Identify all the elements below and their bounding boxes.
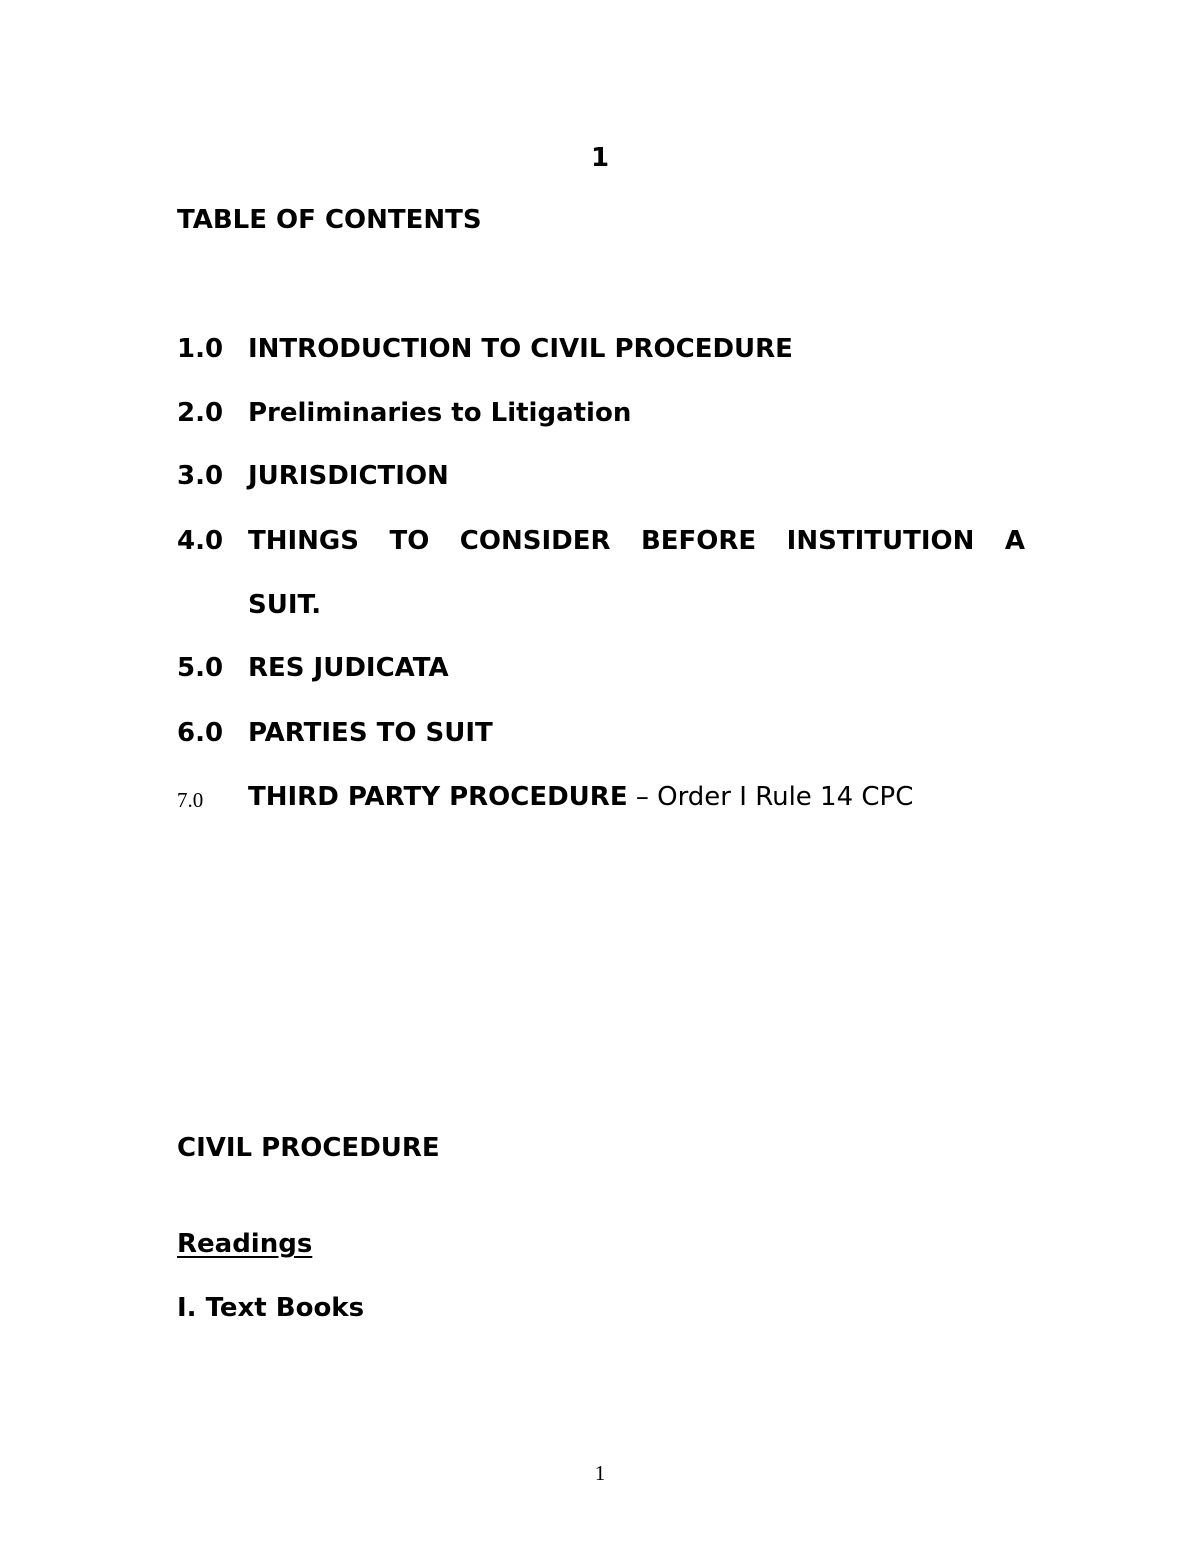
toc-entry-word: CONSIDER bbox=[459, 526, 611, 556]
toc-entry-continuation: SUIT. bbox=[248, 590, 322, 620]
page-number-footer: 1 bbox=[594, 1461, 606, 1485]
toc-entry-word: BEFORE bbox=[640, 526, 757, 556]
toc-entry-text-normal: – Order I Rule 14 CPC bbox=[627, 782, 914, 812]
toc-entry-number: 2.0 bbox=[177, 398, 224, 428]
section-title: CIVIL PROCEDURE bbox=[177, 1133, 440, 1163]
textbooks-heading: I. Text Books bbox=[177, 1293, 365, 1323]
toc-entry-number: 5.0 bbox=[177, 653, 224, 683]
toc-entry-number: 1.0 bbox=[177, 334, 224, 364]
toc-entry-text: INTRODUCTION TO CIVIL PROCEDURE bbox=[248, 334, 793, 364]
toc-entry-text: JURISDICTION bbox=[248, 461, 449, 491]
toc-entry-text: Preliminaries to Litigation bbox=[248, 398, 632, 428]
toc-entry-text bbox=[248, 781, 1025, 813]
toc-entry-number: 3.0 bbox=[177, 461, 224, 491]
toc-entry-word: TO bbox=[389, 526, 430, 556]
toc-entry-word: A bbox=[1004, 526, 1025, 556]
toc-entry-text: PARTIES TO SUIT bbox=[248, 718, 493, 748]
toc-entry-number: 4.0 bbox=[177, 526, 224, 556]
toc-entry-text-bold: THIRD PARTY PROCEDURE bbox=[248, 782, 628, 812]
toc-entry-text: RES JUDICATA bbox=[248, 653, 449, 683]
toc-title: TABLE OF CONTENTS bbox=[177, 205, 482, 235]
toc-entry-text bbox=[248, 525, 1025, 557]
toc-entry-word: THINGS bbox=[248, 526, 359, 556]
readings-heading: Readings bbox=[177, 1229, 313, 1259]
toc-entry-number: 7.0 bbox=[177, 788, 204, 812]
page-number-header: 1 bbox=[590, 143, 610, 173]
toc-entry-number: 6.0 bbox=[177, 718, 224, 748]
toc-entry-word: INSTITUTION bbox=[786, 526, 975, 556]
